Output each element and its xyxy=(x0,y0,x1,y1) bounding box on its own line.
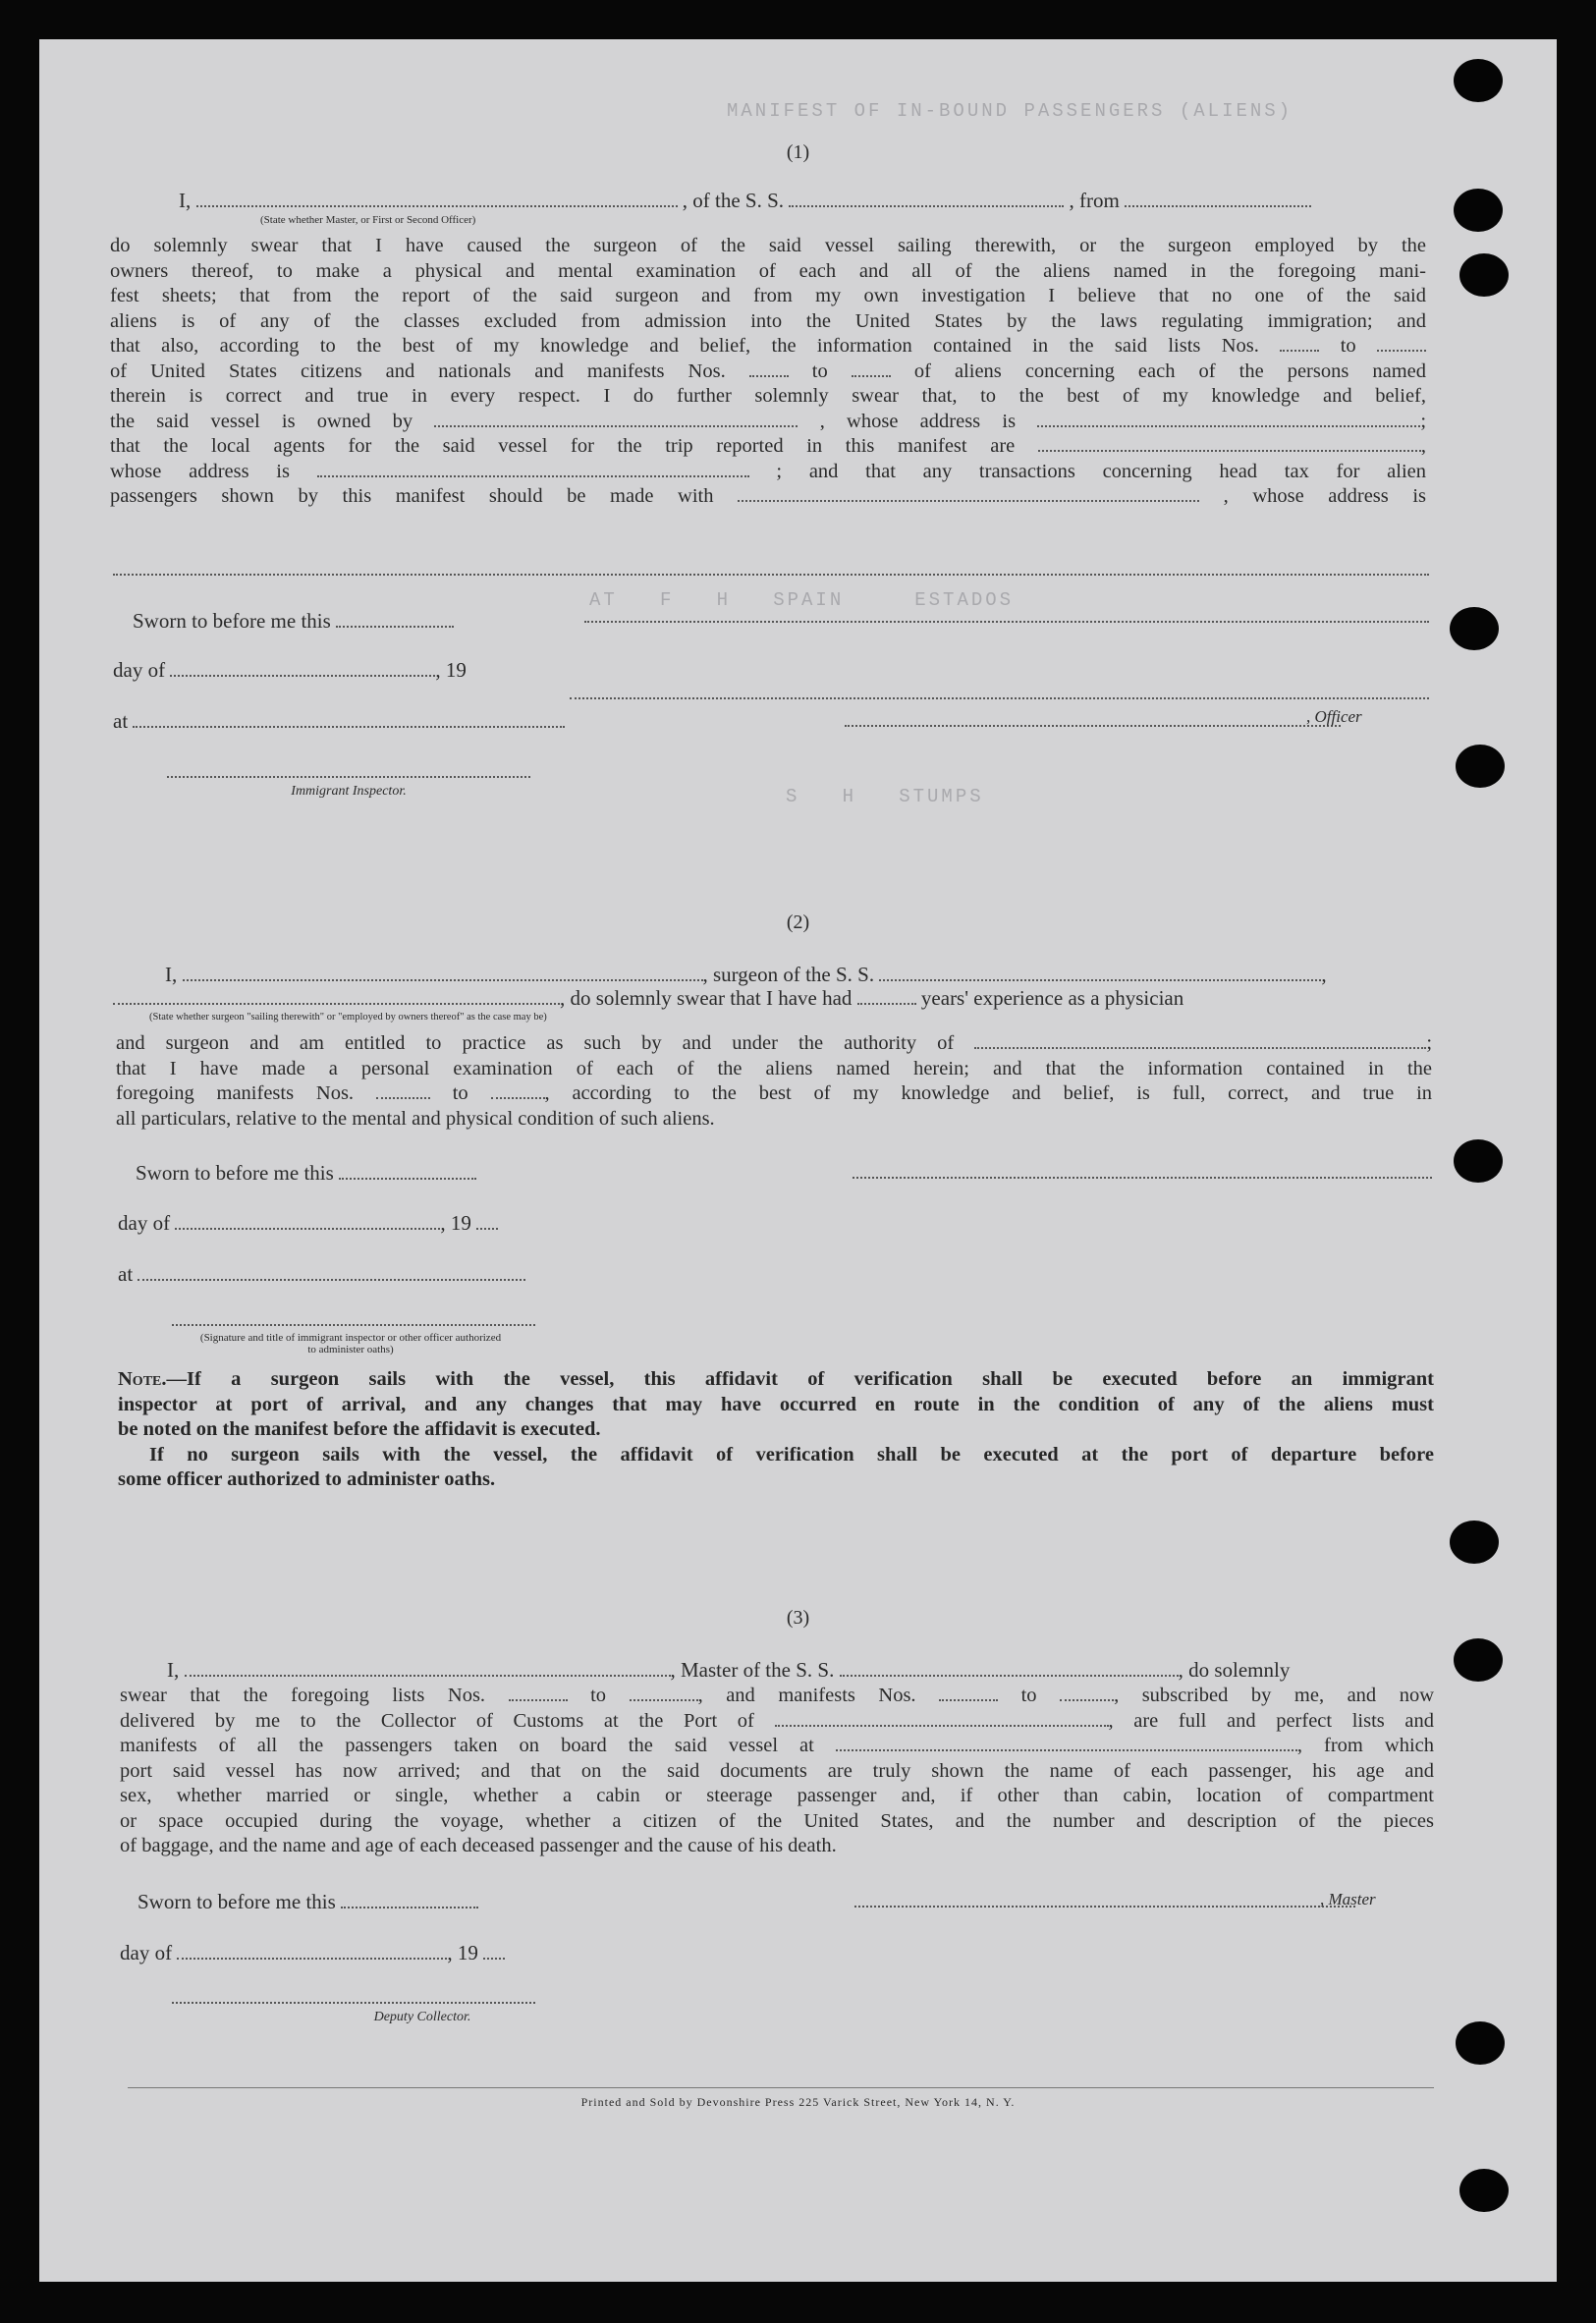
note-label: Note. xyxy=(118,1368,167,1390)
s1-officer-caption: (State whether Master, or First or Second Officer) xyxy=(260,214,476,226)
s3-year-blank[interactable] xyxy=(483,1942,505,1960)
s1-owner-address-blank[interactable] xyxy=(1037,410,1420,427)
bleed-through-text: AT F H SPAIN ESTADOS xyxy=(589,589,1015,611)
s3-full-perfect-text: , are full and perfect lists and xyxy=(1108,1709,1434,1732)
s1-sworn-line xyxy=(133,609,454,634)
s2-at-line xyxy=(118,1262,525,1287)
footer-rule xyxy=(128,2087,1434,2088)
s2-surgeon-of-label: , surgeon of the S. S. xyxy=(702,963,875,986)
note-block xyxy=(118,1367,1434,1493)
punch-hole xyxy=(1459,253,1509,297)
s3-collector-signature[interactable] xyxy=(172,2002,535,2004)
note-line: If no surgeon sails with the vessel, the affidavit of verification shall be executed at the port of departure before xyxy=(149,1443,1434,1466)
s1-line: do solemnly swear that I have caused the surgeon of the said vessel sailing therewith, or the surgeon employed by the xyxy=(110,235,1426,256)
s2-to-label: to xyxy=(452,1082,468,1104)
section-2-number: (2) xyxy=(786,912,810,933)
s2-surgeon-signature[interactable] xyxy=(853,1177,1432,1179)
s3-sworn-blank[interactable] xyxy=(341,1891,478,1908)
s1-line-agent-address xyxy=(110,460,1426,485)
s1-sworn-blank[interactable] xyxy=(336,610,454,628)
s1-inspector-signature[interactable] xyxy=(167,776,530,778)
bleed-through-text: MANIFEST OF IN-BOUND PASSENGERS (ALIENS) xyxy=(727,100,1293,122)
s1-day-label: day of xyxy=(113,658,166,682)
s1-head-tax-text: ; and that any transactions concerning head tax for alien xyxy=(776,460,1426,482)
s2-at-blank[interactable] xyxy=(138,1263,525,1281)
s2-line: all particulars, relative to the mental and physical condition of such aliens. xyxy=(116,1107,715,1130)
s3-embark-port-blank[interactable] xyxy=(836,1734,1297,1751)
s2-signature-caption: (Signature and title of immigrant inspector or other officer authorized to administer oaths) xyxy=(199,1332,502,1355)
s1-address-label: , whose address is xyxy=(1223,485,1426,507)
punch-hole xyxy=(1450,607,1499,650)
s3-oath-text xyxy=(120,1684,1434,1859)
s1-from-blank[interactable] xyxy=(1125,190,1311,207)
s3-collector-caption: Deputy Collector. xyxy=(373,2010,471,2024)
s1-line: therein is correct and true in every respect. I do further solemnly swear that, to the best of my knowledge and belief, xyxy=(110,385,1426,407)
s3-sworn-label: Sworn to before me this xyxy=(138,1890,336,1913)
s3-from-which-text: , from which xyxy=(1296,1735,1435,1756)
printer-imprint: Printed and Sold by Devonshire Press 225 Varick Street, New York 14, N. Y. xyxy=(580,2095,1016,2109)
s2-years-blank[interactable] xyxy=(857,987,916,1005)
s1-officer-blank[interactable] xyxy=(196,190,678,207)
s2-manifest-to-blank[interactable] xyxy=(491,1081,545,1099)
s2-i-label: I, xyxy=(165,963,178,986)
s3-to-label: to xyxy=(1020,1685,1037,1706)
s3-line: sex, whether married or single, whether a cabin or steerage passenger and, if other than cabin, location of compartment xyxy=(120,1785,1434,1806)
s1-line: fest sheets; that from the report of the said surgeon and from my own investigation I believe that no one of the said xyxy=(110,285,1426,306)
s3-line-lists xyxy=(120,1684,1434,1709)
s1-inspector-caption: Immigrant Inspector. xyxy=(291,784,407,799)
s1-line-passengers xyxy=(110,484,1426,510)
s3-master-of-label: , Master of the S. S. xyxy=(670,1658,835,1682)
s3-manifest-to-blank[interactable] xyxy=(1060,1684,1114,1701)
bleed-through-text: S H STUMPS xyxy=(786,786,984,807)
s1-manifest-to-blank[interactable] xyxy=(852,360,891,377)
punch-hole xyxy=(1456,2021,1505,2065)
s1-line-text: of United States citizens and nationals and manifests Nos. xyxy=(110,360,726,382)
s1-vessel-blank[interactable] xyxy=(789,190,1064,207)
s1-line-owned: the said vessel is owned by , whose address is ; xyxy=(110,410,1427,432)
s1-line-text: that the local agents for the said vessel for the trip reported in this manifest are xyxy=(110,435,1016,457)
s3-master-line xyxy=(167,1658,1290,1683)
s3-manifest-from-blank[interactable] xyxy=(939,1684,998,1701)
s1-oath-text xyxy=(110,234,1426,510)
s1-list-from-blank[interactable] xyxy=(1280,334,1319,352)
s3-day-blank[interactable] xyxy=(177,1942,447,1960)
s2-year-blank[interactable] xyxy=(476,1212,498,1230)
s2-day-label: day of xyxy=(118,1211,171,1235)
punch-hole xyxy=(1456,745,1505,788)
s2-line-authority: and surgeon and am entitled to practice as such by and under the authority of ; xyxy=(116,1032,1433,1054)
s1-i-label: I, xyxy=(179,189,192,212)
s1-agent-address-blank[interactable] xyxy=(317,460,749,477)
s2-inspector-signature[interactable] xyxy=(172,1324,535,1326)
s1-line-text: that also, according to the best of my knowledge and belief, the information contained in the said lists Nos. xyxy=(110,335,1259,357)
s1-sig-line-2[interactable] xyxy=(570,697,1429,699)
s2-sworn-line xyxy=(136,1161,476,1186)
form-sheet xyxy=(39,39,1557,2282)
s3-master-signature[interactable] xyxy=(854,1906,1355,1908)
s1-last-address-blank[interactable] xyxy=(113,574,1429,576)
s2-day-line xyxy=(118,1211,498,1236)
s3-and-manifests-text: , and manifests Nos. xyxy=(697,1685,916,1706)
s1-of-ss-label: , of the S. S. xyxy=(682,189,785,212)
s3-sworn-line xyxy=(138,1890,478,1914)
s2-at-label: at xyxy=(118,1262,134,1286)
s3-port-blank[interactable] xyxy=(775,1709,1109,1727)
s1-at-blank[interactable] xyxy=(133,710,565,728)
s3-line-text: delivered by me to the Collector of Customs at the Port of xyxy=(120,1709,754,1732)
s2-surgeon-line: I, , surgeon of the S. S. , xyxy=(165,963,1327,986)
note-line: some officer authorized to administer oaths. xyxy=(118,1468,496,1490)
s2-years-text: years' experience as a physician xyxy=(920,986,1184,1010)
s1-sig-line-1[interactable] xyxy=(584,621,1429,623)
s2-sworn-label: Sworn to before me this xyxy=(136,1161,334,1185)
s2-sworn-blank[interactable] xyxy=(339,1162,476,1180)
s1-agents-blank[interactable] xyxy=(1038,434,1421,452)
s2-do-swear-text: , do solemnly swear that I have had xyxy=(560,986,853,1010)
s3-master-label: , Master xyxy=(1320,1890,1376,1908)
s3-line-text: swear that the foregoing lists Nos. xyxy=(120,1685,486,1706)
s3-to-label: to xyxy=(590,1685,607,1706)
s1-manifest-from-blank[interactable] xyxy=(749,360,789,377)
s2-oath-text xyxy=(116,1031,1432,1132)
s3-do-solemnly-text: , do solemnly xyxy=(1178,1658,1291,1682)
note-text: —If a surgeon sails with the vessel, this affidavit of verification shall be executed before an immigrant xyxy=(166,1368,1434,1390)
s3-day-label: day of xyxy=(120,1941,173,1964)
s3-line: of baggage, and the name and age of each deceased passenger and the cause of his death. xyxy=(120,1835,837,1856)
s1-master-line xyxy=(179,189,1311,213)
s3-i-label: I, xyxy=(167,1658,180,1682)
s3-list-from-blank[interactable] xyxy=(509,1684,568,1701)
s1-officer-signature[interactable] xyxy=(845,725,1341,727)
s3-line-text: manifests of all the passengers taken on board the said vessel at xyxy=(120,1735,814,1756)
s1-address-label: , whose address is xyxy=(819,410,1017,432)
punch-hole xyxy=(1454,1139,1503,1183)
s3-line: or space occupied during the voyage, whether a citizen of the United States, and the number and description of the pieces xyxy=(120,1809,1434,1832)
s3-line-vessel-at xyxy=(120,1734,1434,1759)
s1-sworn-label: Sworn to before me this xyxy=(133,609,331,633)
s1-list-to-blank[interactable] xyxy=(1377,334,1426,352)
s1-from-label: , from xyxy=(1069,189,1120,212)
s1-at-label: at xyxy=(113,709,129,733)
s2-vessel-blank[interactable] xyxy=(879,964,1321,981)
punch-hole xyxy=(1454,59,1503,102)
s3-line-port xyxy=(120,1709,1434,1735)
s2-authority-blank[interactable] xyxy=(974,1031,1426,1049)
s1-to-label: to xyxy=(1340,335,1356,357)
s2-day-blank[interactable] xyxy=(175,1212,440,1230)
s3-list-to-blank[interactable] xyxy=(630,1684,698,1701)
s2-experience-line xyxy=(113,986,1183,1011)
s1-owner-blank[interactable] xyxy=(434,410,798,427)
s3-master-name-blank[interactable] xyxy=(185,1659,671,1677)
s2-year-label: , 19 xyxy=(440,1211,471,1235)
s1-officer-label: , Officer xyxy=(1306,707,1362,726)
s2-surgeon-type-blank[interactable] xyxy=(113,987,560,1005)
s1-line-manifests xyxy=(110,360,1426,385)
s2-manifest-from-blank[interactable] xyxy=(376,1081,430,1099)
s1-line-text: passengers shown by this manifest should be made with xyxy=(110,485,714,507)
punch-hole xyxy=(1450,1521,1499,1564)
s2-surgeon-name-blank[interactable] xyxy=(183,964,703,981)
s1-day-blank[interactable] xyxy=(170,659,435,677)
note-line: inspector at port of arrival, and any changes that may have occurred en route in the condition of any of the aliens must xyxy=(118,1393,1434,1415)
s2-line-manifests xyxy=(116,1081,1432,1107)
s3-vessel-blank[interactable] xyxy=(840,1659,1179,1677)
s1-line-lists xyxy=(110,334,1426,360)
s1-at-line xyxy=(113,709,565,734)
s2-surgeon-caption: (State whether surgeon "sailing therewith" or "employed by owners thereof" as the case may be) xyxy=(149,1012,547,1023)
s2-line: that I have made a personal examination of each of the aliens named herein; and that the information contained in the xyxy=(116,1057,1432,1079)
section-3-number: (3) xyxy=(786,1607,810,1629)
punch-hole xyxy=(1454,1638,1503,1682)
s3-subscribed-text: , subscribed by me, and now xyxy=(1114,1685,1435,1706)
s3-line: port said vessel has now arrived; and that on the said documents are truly shown the name of each passenger, his age and xyxy=(120,1759,1434,1782)
s3-year-label: , 19 xyxy=(447,1941,478,1964)
s1-year-label: , 19 xyxy=(435,658,467,682)
s1-line-text: the said vessel is owned by xyxy=(110,410,413,432)
s1-line: owners thereof, to make a physical and mental examination of each and all of the aliens named in the foregoing mani- xyxy=(110,259,1426,282)
section-1-number: (1) xyxy=(786,141,810,163)
punch-hole xyxy=(1454,189,1503,232)
note-line: be noted on the manifest before the affidavit is executed. xyxy=(118,1418,601,1440)
s2-line-text: foregoing manifests Nos. xyxy=(116,1082,355,1104)
s2-line-text: and surgeon and am entitled to practice as such by and under the authority of xyxy=(116,1032,955,1054)
s1-line-text: whose address is xyxy=(110,460,290,482)
s1-day-line xyxy=(113,658,467,683)
s1-head-tax-blank[interactable] xyxy=(738,484,1199,502)
s1-line: aliens is of any of the classes excluded from admission into the United States by the laws regulating immigration; and xyxy=(110,309,1426,332)
s2-according-text: , according to the best of my knowledge and belief, is full, correct, and true in xyxy=(544,1082,1433,1104)
note-line xyxy=(118,1367,1434,1393)
s1-aliens-text: of aliens concerning each of the persons named xyxy=(913,360,1427,382)
s1-line-agents: that the local agents for the said vessel for the trip reported in this manifest are , xyxy=(110,435,1427,457)
s1-to-label: to xyxy=(811,360,828,382)
s3-day-line xyxy=(120,1941,505,1965)
punch-hole xyxy=(1459,2169,1509,2212)
